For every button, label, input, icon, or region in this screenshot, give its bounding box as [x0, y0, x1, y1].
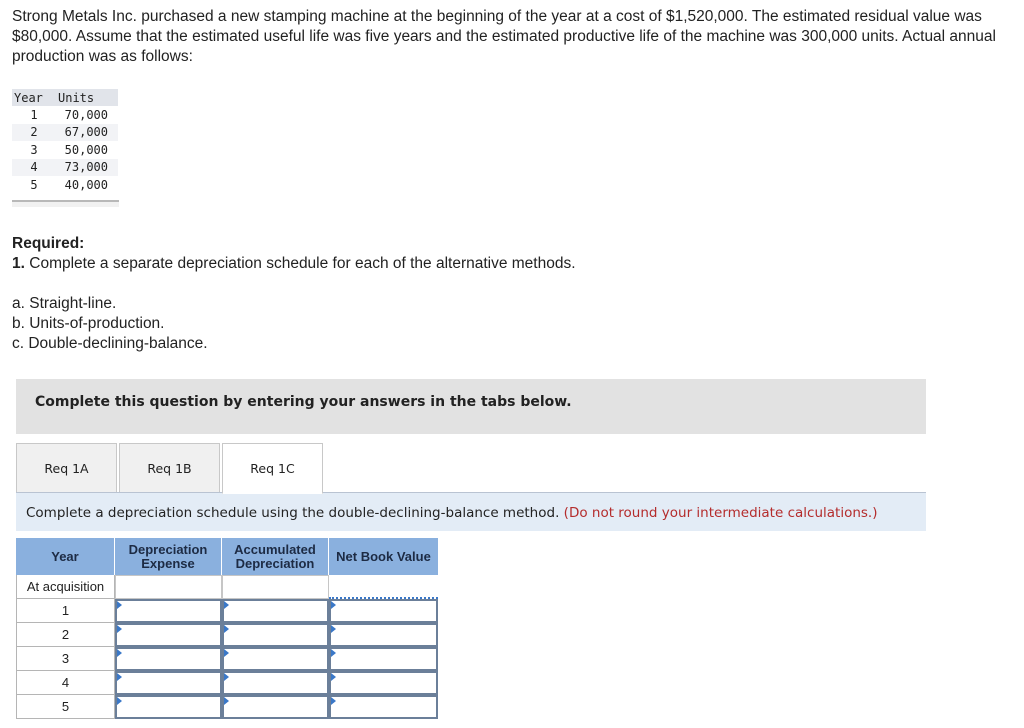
accumulated-depreciation-cell-disabled: [222, 575, 329, 599]
method-item: a. Straight-line.: [12, 295, 117, 312]
year-cell: 4: [12, 159, 56, 177]
year-cell: 1: [30, 107, 38, 122]
instruction-note: (Do not round your intermediate calculations.): [563, 505, 878, 521]
row-label: 1: [16, 599, 115, 623]
schedule-header: [16, 538, 438, 575]
year-cell: 3: [30, 142, 38, 157]
table-row: [12, 176, 118, 194]
row-label: 5: [16, 695, 115, 719]
production-table: [12, 89, 118, 194]
accumulated-depreciation-input-year-2[interactable]: [222, 623, 329, 647]
method-item: c. Double-declining-balance.: [12, 335, 208, 352]
depreciation-expense-cell-disabled: [115, 575, 222, 599]
tab-req-1c[interactable]: Req 1C: [222, 443, 323, 494]
row-label: 3: [16, 647, 115, 671]
units-cell: 50,000: [64, 142, 108, 157]
schedule-row-year-2: [16, 623, 438, 647]
table-row: [12, 124, 118, 142]
method-item: b. Units-of-production.: [12, 315, 165, 332]
header-year: Year: [16, 538, 115, 575]
schedule-row-year-1: [16, 599, 438, 623]
depreciation-expense-input-year-1[interactable]: [115, 599, 222, 623]
methods-list: [12, 294, 208, 354]
header-accumulated-depreciation: Accumulated Depreciation: [222, 538, 329, 575]
tab-instruction: [16, 493, 926, 531]
tab-req-1b[interactable]: Req 1B: [119, 443, 220, 493]
net-book-value-input-year-5[interactable]: [329, 695, 438, 719]
schedule-row-year-5: [16, 695, 438, 719]
depreciation-expense-input-year-2[interactable]: [115, 623, 222, 647]
accumulated-depreciation-input-year-4[interactable]: [222, 671, 329, 695]
column-header-year: Year: [12, 89, 56, 106]
required-text: Complete a separate depreciation schedule for each of the alternative methods.: [29, 255, 576, 272]
depreciation-expense-input-year-5[interactable]: [115, 695, 222, 719]
schedule-row-year-4: [16, 671, 438, 695]
row-label: 2: [16, 623, 115, 647]
depreciation-schedule: [16, 538, 438, 719]
accumulated-depreciation-input-year-5[interactable]: [222, 695, 329, 719]
table-row: [12, 159, 118, 177]
banner-text: Complete this question by entering your answers in the tabs below.: [35, 394, 572, 410]
header-depreciation-expense: Depreciation Expense: [115, 538, 222, 575]
row-label: At acquisition: [16, 575, 115, 599]
header-net-book-value: Net Book Value: [336, 548, 431, 564]
schedule-row-year-3: [16, 647, 438, 671]
units-cell: 73,000: [56, 159, 118, 177]
required-section: [12, 234, 576, 274]
net-book-value-input-acquisition[interactable]: [329, 575, 438, 599]
required-number: 1.: [12, 255, 25, 272]
depreciation-expense-input-year-3[interactable]: [115, 647, 222, 671]
schedule-row-acquisition: [16, 575, 438, 599]
table-row: [12, 141, 118, 159]
row-label: 4: [16, 671, 115, 695]
units-cell: 67,000: [56, 124, 118, 142]
units-cell: 70,000: [64, 107, 108, 122]
net-book-value-input-year-2[interactable]: [329, 623, 438, 647]
net-book-value-input-year-1[interactable]: [329, 599, 438, 623]
net-book-value-input-year-3[interactable]: [329, 647, 438, 671]
instructions-banner: [16, 379, 926, 434]
year-cell: 5: [30, 177, 38, 192]
tab-req-1a[interactable]: Req 1A: [16, 443, 117, 493]
column-header-units: Units: [56, 89, 118, 106]
units-cell: 40,000: [64, 177, 108, 192]
problem-statement: Strong Metals Inc. purchased a new stamping machine at the beginning of the year at a cost of $1,520,000. The estimated residual value was $80,000. Assume that the estimated useful life was five years and the estimated productive life of the machine was 300,000 units. Actual annual production was as follows:: [12, 8, 996, 65]
net-book-value-input-year-4[interactable]: [329, 671, 438, 695]
accumulated-depreciation-input-year-1[interactable]: [222, 599, 329, 623]
instruction-text: Complete a depreciation schedule using the double-declining-balance method.: [26, 505, 560, 521]
required-heading: Required:: [12, 235, 85, 252]
depreciation-expense-input-year-4[interactable]: [115, 671, 222, 695]
table-scrollbar[interactable]: [12, 200, 119, 207]
year-cell: 2: [12, 124, 56, 142]
table-row: [12, 106, 118, 124]
accumulated-depreciation-input-year-3[interactable]: [222, 647, 329, 671]
